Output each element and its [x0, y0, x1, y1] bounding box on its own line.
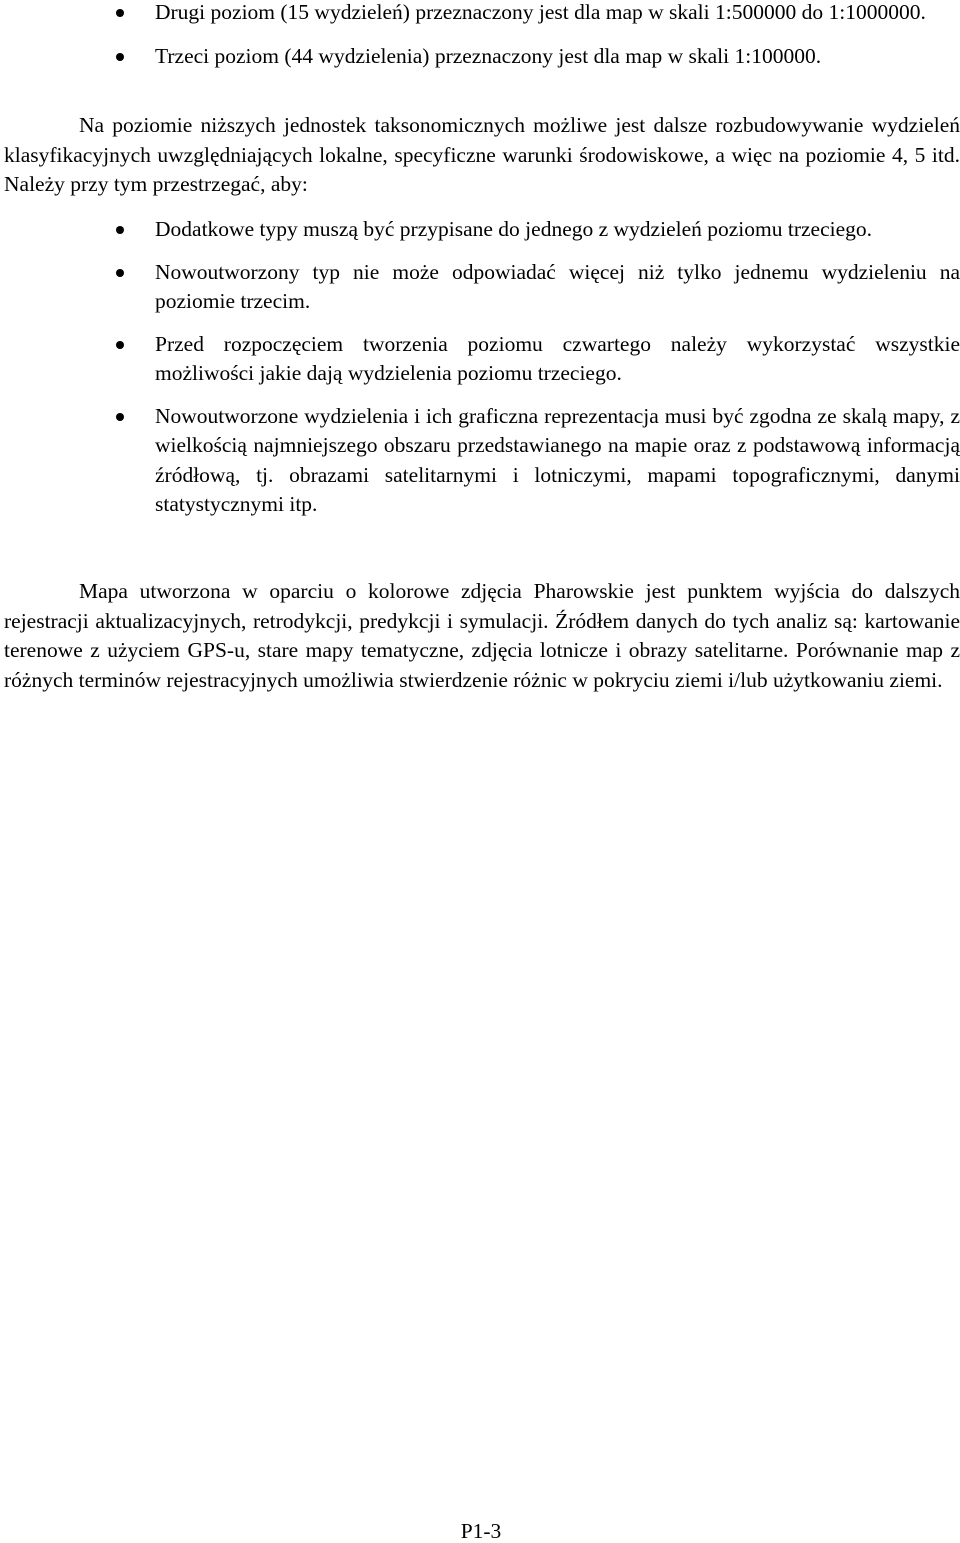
list-item-text: Przed rozpoczęciem tworzenia poziomu czwartego należy wykorzystać wszystkie możliwości jakie dają wydzielenia poziomu trzeciego. [155, 331, 960, 385]
bullet-icon [116, 413, 124, 421]
rules-list [0, 215, 960, 520]
body-paragraph: Na poziomie niższych jednostek taksonomicznych możliwe jest dalsze rozbudowywanie wydzieleń klasyfikacyjnych uwzględniających lokalne, specyficzne warunki środowiskowe, a więc na poziomie 4, 5 itd. Należy przy tym przestrzegać, aby: [4, 113, 960, 196]
page-number-text: P1-3 [460, 1519, 502, 1543]
list-item-text: Nowoutworzony typ nie może odpowiadać więcej niż tylko jednemu wydzieleniu na poziomie trzecim. [155, 259, 960, 313]
body-paragraph: Mapa utworzona w oparciu o kolorowe zdjęcia Pharowskie jest punktem wyjścia do dalszych rejestracji aktualizacyjnych, retrodykcji, predykcji i symulacji. Źródłem danych do tych analiz są: kartowanie terenowe z użyciem GPS-u, stare mapy tematyczne, zdjęcia lotnicze i obrazy satelitarne. Porównanie map z różnych terminów rejestracyjnych umożliwia stwierdzenie różnic w pokryciu ziemi i/lub użytkowaniu ziemi. [4, 579, 960, 692]
page-number [0, 1519, 960, 1543]
list-item-text: Nowoutworzone wydzielenia i ich graficzna reprezentacja musi być zgodna ze skalą mapy, z wielkością najmniejszego obszaru przedstawianego na mapie oraz z podstawową informacją źródłową, tj. obrazami satelitarnymi i lotniczymi, mapami topograficznymi, danymi statystycznymi itp. [155, 403, 960, 516]
bullet-icon [116, 53, 124, 61]
list-item-text: Dodatkowe typy muszą być przypisane do jednego z wydzieleń poziomu trzeciego. [155, 217, 873, 241]
list-item-text: Drugi poziom (15 wydzieleń) przeznaczony jest dla map w skali 1:500000 do 1:1000000. [155, 0, 926, 24]
list-item [0, 330, 960, 389]
bullet-icon [116, 9, 124, 17]
bullet-icon [116, 341, 124, 349]
bullet-icon [116, 269, 124, 277]
list-item [0, 402, 960, 520]
list-item-text: Trzeci poziom (44 wydzielenia) przeznaczony jest dla map w skali 1:100000. [155, 43, 822, 68]
list-item [0, 258, 960, 317]
list-item [0, 42, 960, 72]
list-item [0, 0, 960, 28]
bullet-icon [116, 226, 124, 234]
map-level-list [0, 0, 960, 71]
list-item [0, 215, 960, 245]
